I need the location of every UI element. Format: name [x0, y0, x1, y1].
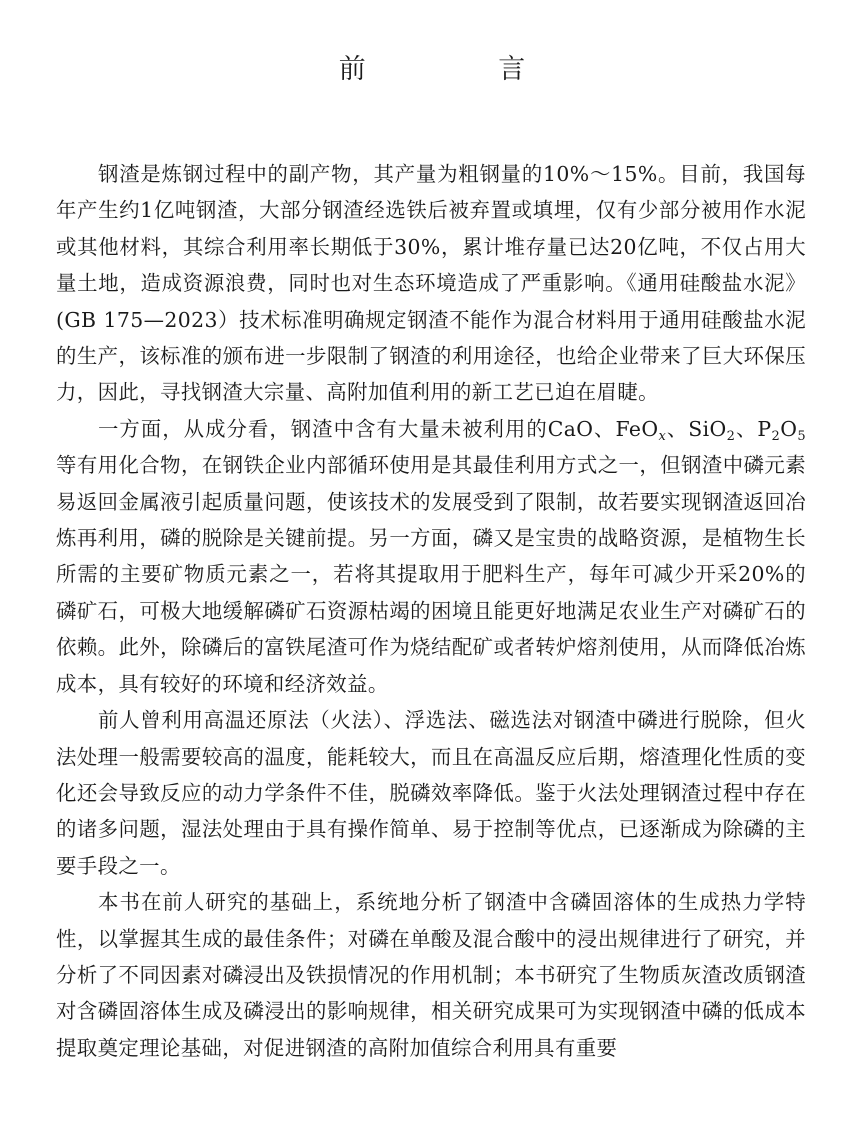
subscript-2-b: 2: [771, 428, 781, 444]
paragraph-2-text-b: 、SiO: [666, 416, 727, 441]
paragraph-1: 钢渣是炼钢过程中的副产物，其产量为粗钢量的10%～15%。目前，我国每年产生约1亿吨钢渣，大部分钢渣经选铁后被弃置或填埋，仅有少部分被用作水泥或其他材料，其综合利用率长期低于30%，累计堆存量已达20亿吨，不仅占用大量土地，造成资源浪费，同时也对生态环境造成了严重影响。《通用硅酸盐水泥》(GB 175—2023）技术标准明确规定钢渣不能作为混合材料用于通用硅酸盐水泥的生产，该标准的颁布进一步限制了钢渣的利用途径，也给企业带来了巨大环保压力，因此，寻找钢渣大宗量、高附加值利用的新工艺已迫在眉睫。: [56, 162, 806, 405]
page-title: 前 言: [338, 54, 588, 85]
paragraph-2-text-a: 一方面，从成分看，钢渣中含有大量未被利用的CaO、FeO: [98, 416, 659, 441]
document-body: [56, 156, 806, 1066]
paragraph-2: [56, 411, 806, 702]
paragraph-2-text-e: 等有用化合物，在钢铁企业内部循环使用是其最佳利用方式之一，但钢渣中磷元素易返回金属液引起质量问题，使该技术的发展受到了限制，故若要实现钢渣返回冶炼再利用，磷的脱除是关键前提。另一方面，磷又是宝贵的战略资源，是植物生长所需的主要矿物质元素之一，若将其提取用于肥料生产，每年可减少开采20%的磷矿石，可极大地缓解磷矿石资源枯竭的困境且能更好地满足农业生产对磷矿石的依赖。此外，除磷后的富铁尾渣可作为烧结配矿或者转炉熔剂使用，从而降低冶炼成本，具有较好的环境和经济效益。: [56, 453, 806, 696]
subscript-5: 5: [797, 428, 806, 444]
paragraph-2-text-c: 、P: [735, 416, 772, 441]
paragraph-3: 前人曾利用高温还原法（火法）、浮选法、磁选法对钢渣中磷进行脱除，但火法处理一般需要较高的温度，能耗较大，而且在高温反应后期，熔渣理化性质的变化还会导致反应的动力学条件不佳，脱磷效率降低。鉴于火法处理钢渣过程中存在的诸多问题，湿法处理由于具有操作简单、易于控制等优点，已逐渐成为除磷的主要手段之一。: [56, 708, 806, 878]
subscript-x: x: [658, 428, 667, 444]
paragraph-2-text-d: O: [780, 416, 798, 441]
paragraph-4: 本书在前人研究的基础上，系统地分析了钢渣中含磷固溶体的生成热力学特性，以掌握其生成的最佳条件；对磷在单酸及混合酸中的浸出规律进行了研究，并分析了不同因素对磷浸出及铁损情况的作用机制；本书研究了生物质灰渣改质钢渣对含磷固溶体生成及磷浸出的影响规律，相关研究成果可为实现钢渣中磷的低成本提取奠定理论基础，对促进钢渣的高附加值综合利用具有重要: [56, 890, 806, 1060]
subscript-2-a: 2: [726, 428, 736, 444]
